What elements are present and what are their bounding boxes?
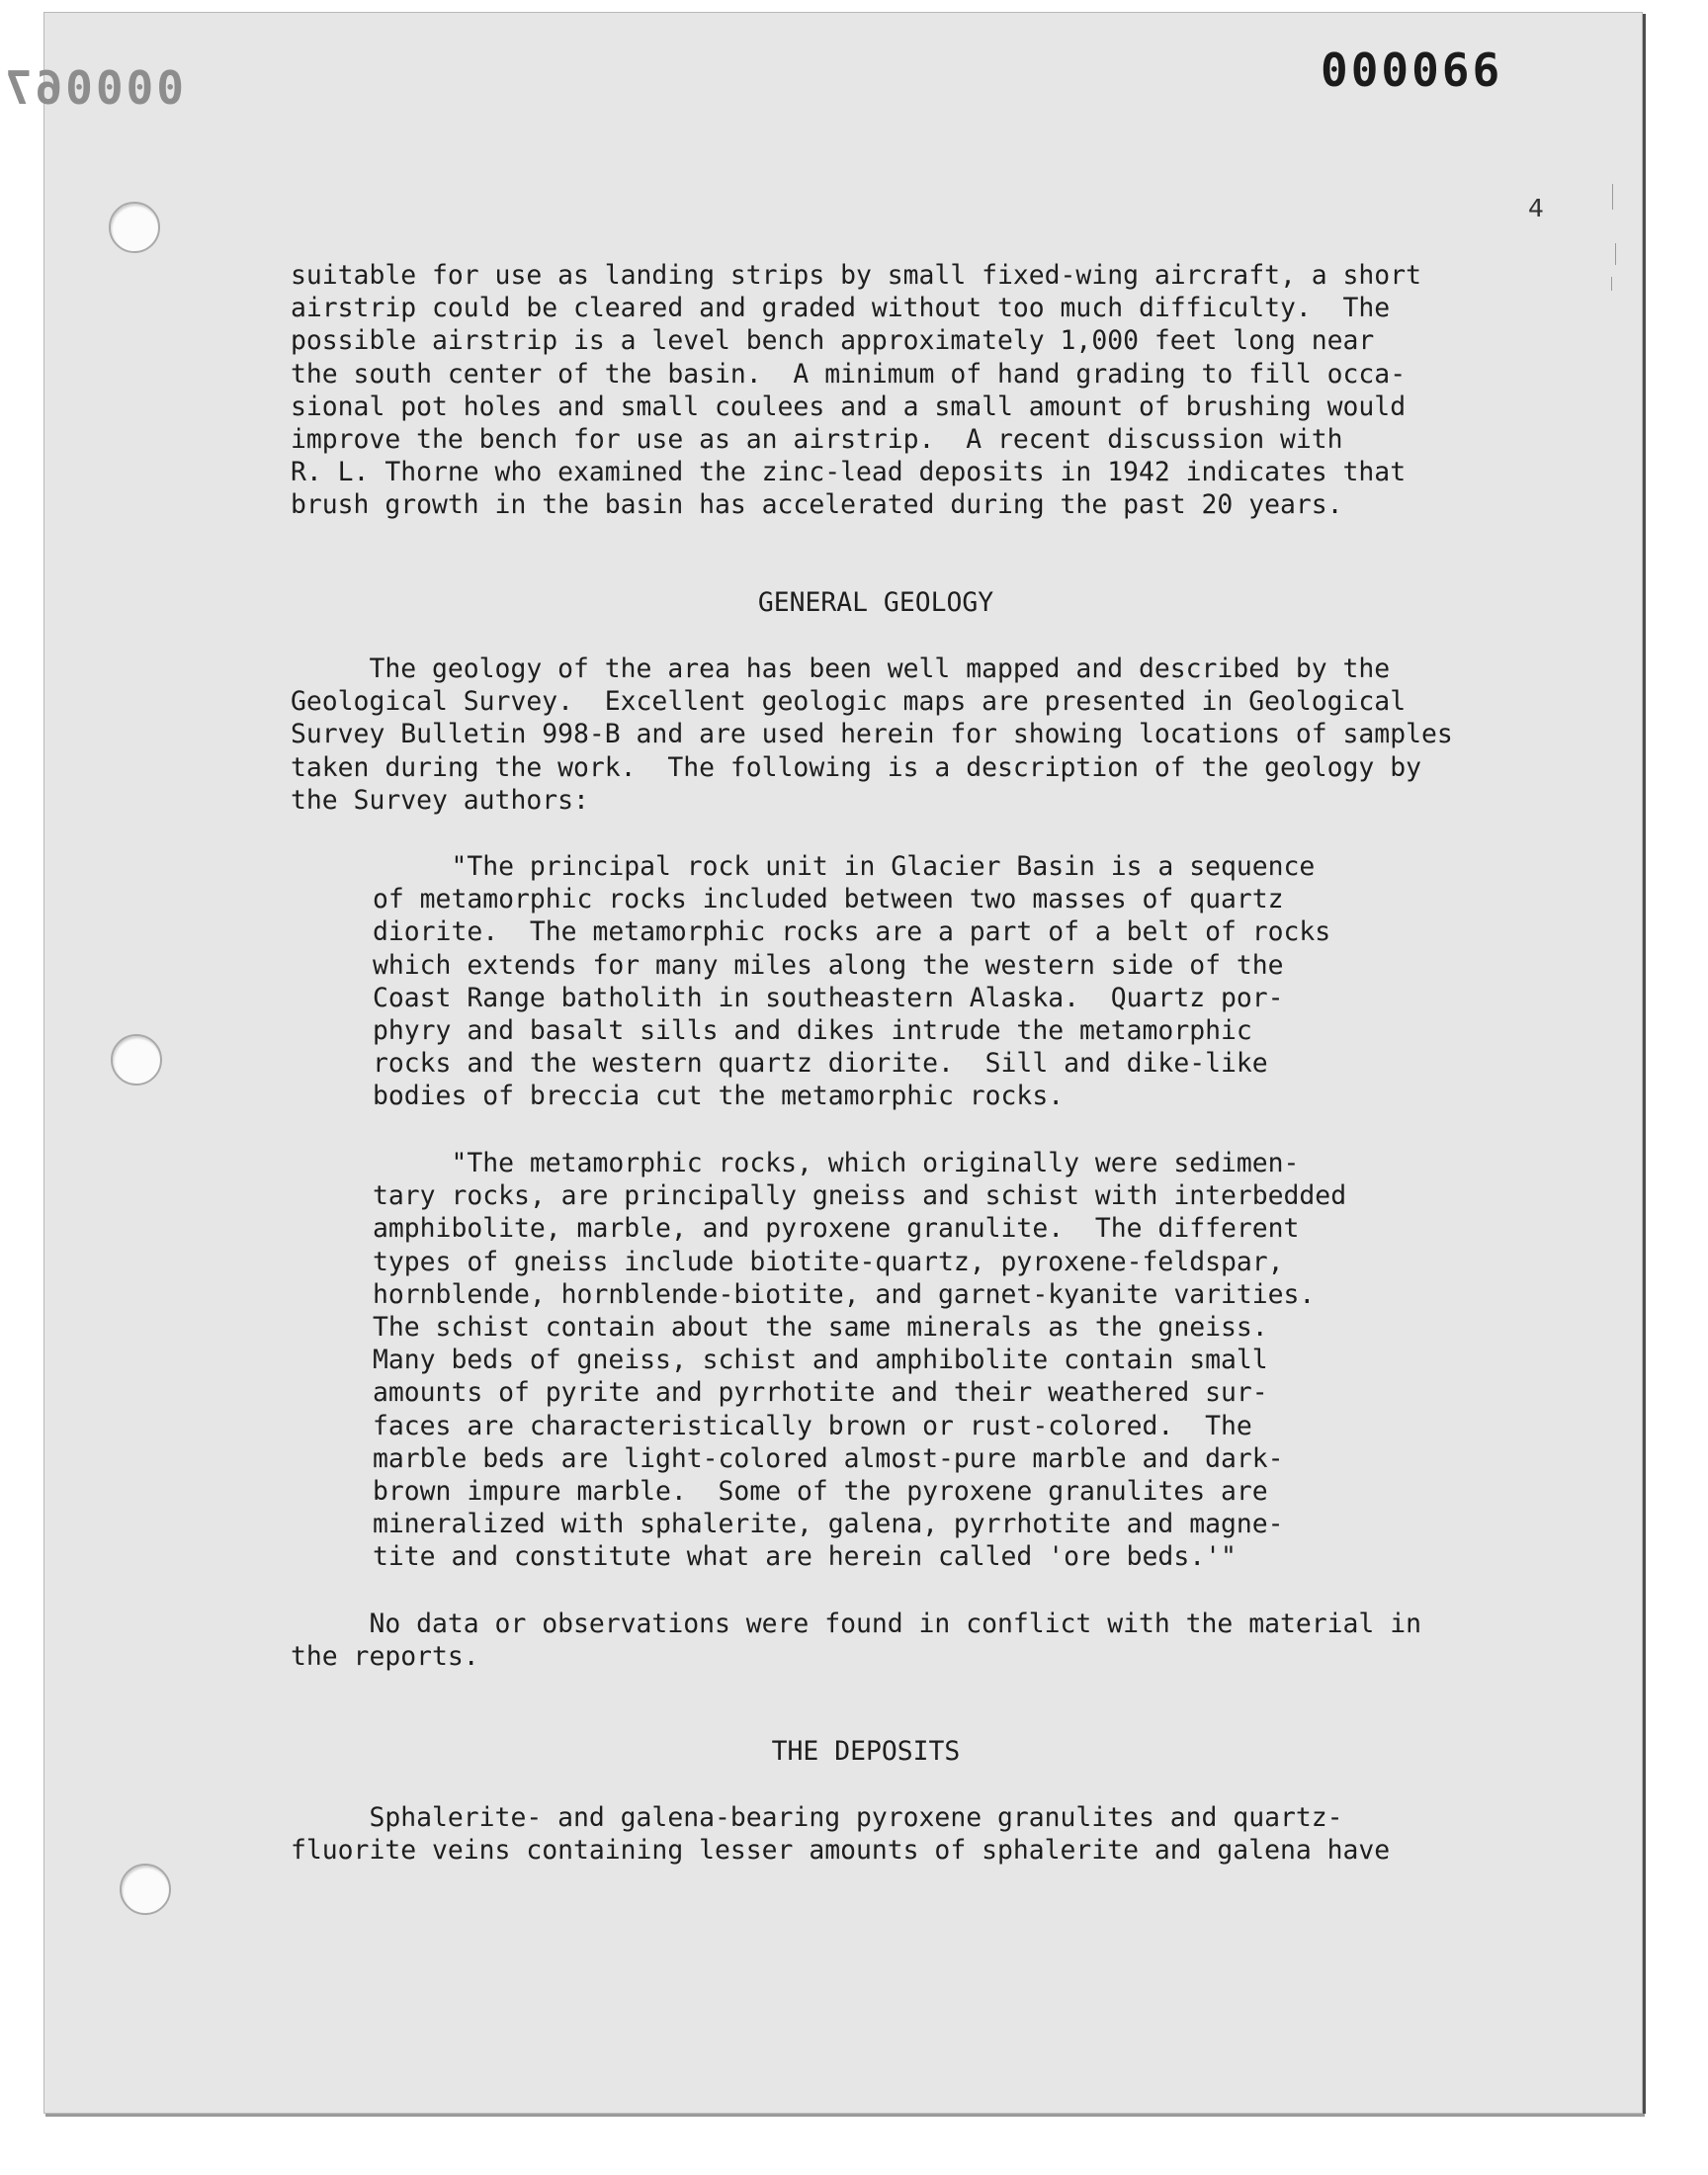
punch-hole-middle [111,1034,162,1086]
paragraph-airstrip: suitable for use as landing strips by small fixed-wing aircraft, a short airstrip could be cleared and graded without too much difficulty. The possible airstrip is a level bench approximately 1,000 feet long near the south center of the basin. A minimum of hand grading to fill occa- sional pot holes and small coulees and a small amount of brushing would improve the bench for use as an airstrip. A recent discussion with R. L. Thorne who examined the zinc-lead deposits in 1942 indicates that brush growth in the basin has accelerated during the past 20 years. [291,260,1421,521]
document-stamp-number: 000066 [1321,44,1503,97]
quote-metamorphic-rocks: "The metamorphic rocks, which originally were sedimen- tary rocks, are principally gneiss and schist with interbedded amphibolite, marble, and pyroxene granulite. The different types of gneiss include biotite-quartz, pyroxene-feldspar, hornblende, hornblende-biotite, and garnet-kyanite varities. The schist contain about the same minerals as the gneiss. Many beds of gneiss, schist and amphibolite contain small amounts of pyrite and pyrrhotite and their weathered sur- faces are characteristically brown or rust-colored. The marble beds are light-colored almost-pure marble and dark- brown impure marble. Some of the pyroxene granulites are mineralized with sphalerite, galena, pyrrhotite and magne- tite and constitute what are herein called 'ore beds.'" [373,1148,1347,1573]
paragraph-deposits: Sphalerite- and galena-bearing pyroxene granulites and quartz- fluorite veins containing lesser amounts of sphalerite and galena have [291,1802,1391,1867]
paragraph-no-conflict: No data or observations were found in conflict with the material in the reports. [291,1609,1421,1673]
punch-hole-top [109,202,160,253]
margin-mark [1611,277,1612,291]
margin-mark [1615,243,1616,265]
punch-hole-bottom [120,1864,171,1915]
paragraph-geology-intro: The geology of the area has been well mapped and described by the Geological Survey. Excellent geologic maps are presented in Geological Survey Bulletin 998-B and are used herein for showing locations of samples taken during the work. The following is a description of the geology by the Survey authors: [291,653,1453,816]
page-number: 4 [1528,194,1544,222]
heading-the-deposits: THE DEPOSITS [771,1736,961,1767]
bleed-through-stamp: 000067 [1,61,184,115]
page-edge-shadow [1643,14,1646,2114]
quote-principal-rock-unit: "The principal rock unit in Glacier Basin is a sequence of metamorphic rocks included between two masses of quartz diorite. The metamorphic rocks are a part of a belt of rocks which extends for many miles along the western side of the Coast Range batholith in southeastern Alaska. Quartz por- phyry and basalt sills and dikes intrude the metamorphic rocks and the western quartz diorite. Sill and dike-like bodies of breccia cut the metamorphic rocks. [373,851,1331,1112]
margin-mark [1612,184,1613,210]
heading-general-geology: GENERAL GEOLOGY [757,587,994,618]
